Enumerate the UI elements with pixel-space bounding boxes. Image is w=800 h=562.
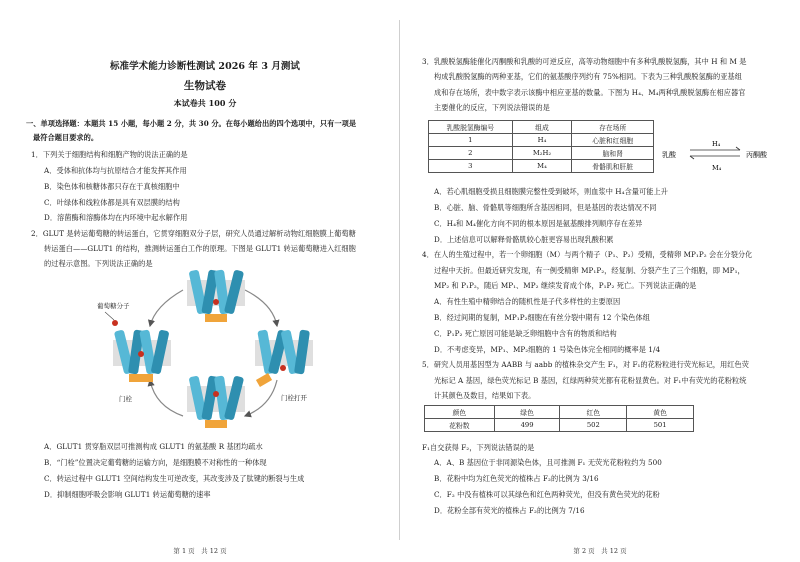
reaction-right-label: 丙酮酸 [746,151,767,159]
cycle-arrow-2 [245,290,277,326]
q5-stem-line2: 光标记 A 基因，绿色荧光标记 B 基因，红绿两种荧光都有花粉显黄色。对 F₁中有荧光的花粉粒统 [434,376,747,385]
label-gate: 门栓 [119,395,132,403]
q1-option-b: B．染色体和核糖体都只存在于真核细胞中 [44,182,180,191]
cycle-arrow-1 [150,290,183,326]
q3-table-cell: 1 [429,134,513,147]
glucose-molecule-icon [112,320,118,326]
q5-table-row-label: 花粉数 [425,419,495,432]
q1-stem: 1．下列关于细胞结构和细胞产物的说法正确的是 [31,150,188,159]
q3-option-a: A．若心肌细胞受损且细胞膜完整性受到破坏，则血浆中 H₄含量可能上升 [434,187,668,196]
q3-option-d: D．上述信息可以解释骨骼肌较心脏更容易出现乳酸积累 [434,235,614,244]
q2-option-c: C．转运过程中 GLUT1 空间结构发生可逆改变，其改变涉及了肽键的断裂与生成 [44,474,305,483]
q3-table-cell: H₄ [512,134,572,147]
q3-table-header-id: 乳酸脱氢酶编号 [429,121,513,134]
q3-table-cell: 骨骼肌和肝脏 [572,160,654,173]
glut1-state-right [255,329,313,387]
q1-option-c: C．叶绿体和线粒体都是具有双层膜的结构 [44,198,180,207]
q5-table-header-green: 绿色 [494,406,560,419]
q5-option-d: D．花粉全部有荧光的植株占 F₂的比例为 7/16 [434,506,585,515]
cycle-arrow-4 [150,380,183,416]
q4-option-b: B．经过间期的复制，MP₁P₂细胞在有丝分裂中期有 12 个染色体组 [434,313,650,322]
q3-table-header-composition: 组成 [512,121,572,134]
q2-stem-line1: 2．GLUT 是转运葡萄糖的转运蛋白，它贯穿细胞双分子层，研究人员通过解析动物红细胞膜上葡萄糖 [31,229,356,238]
q5-table-header-red: 红色 [560,406,627,419]
q5-table-header-color: 颜色 [425,406,495,419]
q3-option-c: C．H₄和 M₄催化方向不同的根本原因是氨基酸排列顺序存在差异 [434,219,643,228]
q3-table-header-location: 存在场所 [572,121,654,134]
q5-table-value-red: 502 [560,419,627,432]
q3-stem-line1: 3．乳酸脱氢酶能催化丙酮酸和乳酸的可逆反应，高等动物细胞中有多种乳酸脱氢酶，其中 H 和 M 是 [422,57,747,66]
q3-table-cell: 2 [429,147,513,160]
q2-stem-line3: 的过程示意图。下列说法正确的是 [44,259,153,268]
q5-table-header-yellow: 黄色 [627,406,694,419]
q5-option-a: A．A、B 基因位于非同源染色体，且可推测 F₁ 无荧光花粉粒约为 500 [434,458,662,467]
reaction-left-label: 乳酸 [662,151,676,159]
q3-table-cell: M₄ [512,160,572,173]
q2-option-a: A．GLUT1 贯穿脂双层可推测构成 GLUT1 的氨基酸 R 基团均疏水 [44,442,263,451]
q4-stem-line1: 4．在人的生殖过程中，若一个卵细胞（M）与两个精子（P₁、P₂）受精，受精卵 MP₁P₂ 会在分裂分化 [422,250,753,259]
q2-option-b: B．“门栓”位置决定葡萄糖的运输方向，是细胞膜不对称性的一种体现 [44,458,267,467]
q3-reaction-diagram [662,134,782,174]
q5-table-value-green: 499 [494,419,560,432]
q3-stem-line3: 成和存在场所，表中数字表示该酶中相应亚基的数量。下图为 H₄、M₄两种乳酸脱氢酶在相应器官 [434,88,746,97]
q5-option-c: C．F₂ 中没有植株可以其绿色和红色两种荧光，但没有黄色荧光的花粉 [434,490,660,499]
q4-stem-line3: MP₂ 和 P₁P₂，随后 MP₁、MP₂ 继续发育成个体，P₁P₂ 死亡。下列说法正确的是 [434,281,697,290]
reaction-top-label: H₄ [712,140,721,148]
glut1-state-bottom [187,375,245,428]
exam-title: 标准学术能力诊断性测试 2026 年 3 月测试 [110,61,300,72]
section-instruction-line1: 一、单项选择题：本题共 15 小题，每小题 2 分，共 30 分。在每小题给出的四个选项中，只有一项是 [26,119,357,128]
total-score: 本试卷共 100 分 [173,98,237,108]
q1-option-d: D．溶菌酶和溶酶体均在内环境中起水解作用 [44,213,188,222]
page-footer-right: 第 2 页 共 12 页 [573,547,627,555]
q4-option-d: D．不考虑变异，MP₁、MP₂细胞的 1 号染色体完全相同的概率是 1/4 [434,345,661,354]
q3-stem-line4: 主要催化的反应，下列说法错误的是 [434,103,550,112]
section-instruction-line2: 最符合题目要求的。 [33,133,99,142]
page-footer-left: 第 1 页 共 12 页 [173,547,227,555]
q3-table-cell: 脑和肾 [572,147,654,160]
q3-stem-line2: 构成乳酸脱氢酶的两种亚基，它们的氨基酸序列约有 75%相同。下表为三种乳酸脱氢酶的亚基组 [434,72,742,81]
q5-stem-line1: 5．研究人员用基因型为 AABB 与 aabb 的植株杂交产生 F₁，对 F₁的花粉粒进行荧光标记，用红色荧 [422,360,750,369]
label-glucose: 葡萄糖分子 [97,302,130,310]
q4-stem-line2: 过程中天折。但最近研究发现，有一例受精卵 MP₁P₂，经复制、分裂产生了三个细胞，即 MP₁， [434,266,745,275]
glut1-state-left [113,329,171,382]
q5-after-text: F₁自交获得 F₂，下列说法错误的是 [422,443,535,452]
q5-table-value-yellow: 501 [627,419,694,432]
q5-option-b: B．花粉中均为红色荧光的植株占 F₂的比例为 3/16 [434,474,599,483]
q3-enzyme-table [428,120,654,173]
subject-title: 生物试卷 [183,80,227,92]
q4-option-c: C．P₁P₂ 死亡原因可能是缺乏卵细胞中含有的物质和结构 [434,329,617,338]
q3-table-cell: 心脏和红细胞 [572,134,654,147]
glut1-transport-figure [95,268,325,433]
reaction-bottom-label: M₄ [712,164,722,172]
page-right [400,0,800,562]
q3-option-b: B．心脏、脑、骨骼肌等细胞所含基因相同，但是基因的表达情况不同 [434,203,657,212]
q3-table-cell: M₂H₂ [512,147,572,160]
glut1-state-top [187,269,245,322]
q2-stem-line2: 转运蛋白——GLUT1 的结构，推测转运蛋白工作的原理。下图是 GLUT1 转运葡萄糖进入红细胞 [44,244,356,253]
q3-table-cell: 3 [429,160,513,173]
q5-stem-line3: 计其颜色及数目，结果如下表。 [434,391,536,400]
q5-pollen-table [424,405,694,432]
q2-option-d: D．抑制细胞呼吸会影响 GLUT1 转运葡萄糖的速率 [44,490,211,499]
q4-option-a: A．有性生殖中精卵结合的随机性是子代多样性的主要原因 [434,297,621,306]
q1-option-a: A．受体和抗体均与抗原结合才能发挥其作用 [44,166,187,175]
label-gate-open: 门栓打开 [281,394,307,402]
